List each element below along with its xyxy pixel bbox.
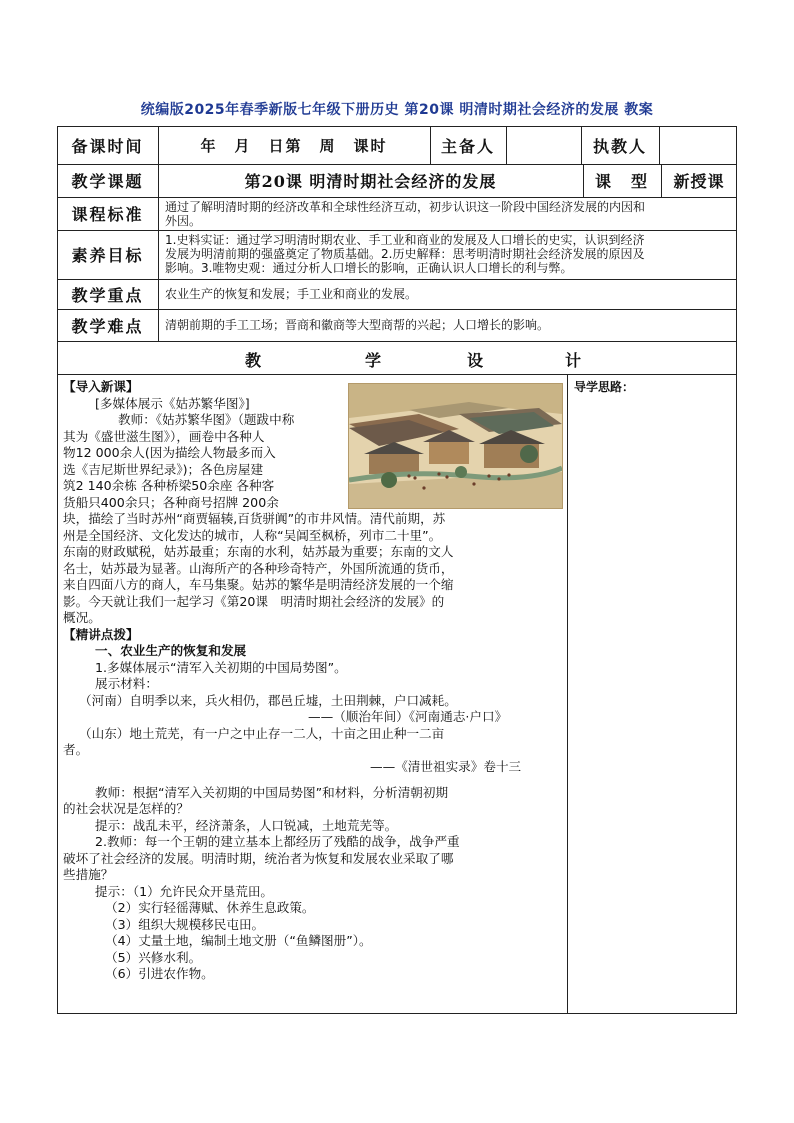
s1-line: ——《清世祖实录》卷十三 [370, 759, 522, 774]
standard-line: 通过了解明清时期的经济改革和全球性经济互动，初步认识这一阶段中国经济发展的内因和 [165, 200, 646, 214]
literacy-label: 素养目标 [71, 246, 144, 265]
literacy-line: 发展为明清前期的强盛奠定了物质基础。2.历史解释：思考明清时期社会经济发展的原因及 [165, 247, 645, 261]
design-char: 设 [467, 351, 486, 370]
s1-line: 的社会状况是怎样的？ [63, 801, 189, 816]
intro-heading: 【导入新课】 [63, 379, 139, 394]
date-line: 年 月 日第 周 课时 [200, 136, 388, 155]
difficult-points-value: 清朝前期的手工工场；晋商和徽商等大型商帮的兴起；人口增长的影响。 [165, 318, 550, 332]
guide-label: 导学思路： [574, 380, 635, 394]
intro-line: 名士，姑苏最为显著。山海所产的各种珍奇特产，外国所流通的货币， [63, 561, 454, 576]
teacher-label: 执教人 [592, 136, 647, 156]
s1-line: （3）组织大规模移民屯田。 [105, 917, 265, 932]
design-char: 计 [565, 351, 584, 370]
intro-line: 货船只400余只；各种商号招牌 200余 [63, 495, 279, 510]
type-label: 课 型 [594, 172, 649, 191]
s1-line: 提示：战乱未平，经济萧条，人口锐减，土地荒芜等。 [95, 818, 398, 833]
intro-line: 物12 000余人(因为描绘人物最多而入 [63, 445, 276, 460]
intro-line: 来自四面八方的商人，车马集聚。姑苏的繁华是明清经济发展的一个缩 [63, 577, 454, 592]
intro-line: 筑2 140余栋 各种桥梁50余座 各种客 [63, 478, 275, 493]
literacy-text [165, 233, 735, 275]
explain-heading: 【精讲点拨】 [63, 627, 139, 642]
s1-line: 展示材料： [95, 676, 158, 691]
topic-label: 教学课题 [71, 172, 144, 191]
difficult-points-label: 教学难点 [71, 316, 144, 336]
type-value: 新授课 [673, 172, 725, 191]
column-divider [567, 374, 568, 1014]
teacher-value[interactable] [659, 126, 737, 164]
prep-time-label: 备课时间 [71, 136, 144, 156]
standard-line: 外因。 [165, 214, 202, 228]
design-char: 学 [365, 351, 384, 370]
intro-line: 教师：《姑苏繁华图》（题跋中称 [118, 412, 295, 427]
gusu-prosperity-painting [348, 383, 563, 509]
row-divider [57, 230, 737, 231]
literacy-line: 影响。3.唯物史观：通过分析人口增长的影响，正确认识人口增长的利与弊。 [165, 261, 573, 275]
intro-line: 其为《盛世滋生图》），画卷中各种人 [63, 429, 265, 444]
s1-line: （山东）地土荒芜，有一户之中止存一二人，十亩之田止种一二亩 [79, 726, 445, 741]
preparer-value[interactable] [506, 126, 581, 164]
intro-line: [多媒体展示《姑苏繁华图》] [95, 396, 250, 411]
s1-line: 2.教师：每一个王朝的建立基本上都经历了残酷的战争，战争严重 [95, 834, 460, 849]
key-points-value: 农业生产的恢复和发展；手工业和商业的发展。 [165, 287, 418, 301]
standard-text [165, 200, 735, 228]
preparer-label: 主备人 [440, 136, 495, 156]
literacy-line: 1.史料实证：通过学习明清时期农业、手工业和商业的发展及人口增长的史实，认识到经济 [165, 233, 645, 247]
s1-line: 些措施？ [63, 867, 114, 882]
s1-line: 破坏了社会经济的发展。明清时期，统治者为恢复和发展农业采取了哪 [63, 851, 454, 866]
s1-line: （5）兴修水利。 [105, 950, 202, 965]
standard-label: 课程标准 [71, 205, 144, 224]
s1-line: 者。 [63, 742, 89, 757]
intro-line: 概况。 [63, 610, 101, 625]
design-char: 教 [245, 351, 264, 370]
key-points-label: 教学重点 [71, 285, 144, 305]
intro-line: 东南的财政赋税，姑苏最重；东南的水利，姑苏最为重要；东南的文人 [63, 544, 454, 559]
row-divider [57, 309, 737, 310]
design-heading [57, 341, 737, 374]
s1-line: （4）丈量土地，编制土地文册（“鱼鳞图册”）。 [105, 933, 372, 948]
row-divider [57, 374, 737, 375]
s1-line: （河南）自明季以来，兵火相仍，郡邑丘墟，土田荆棘，户口减耗。 [79, 693, 457, 708]
section1-title: 一、农业生产的恢复和发展 [95, 643, 247, 658]
document-title: 统编版2025年春季新版七年级下册历史 第20课 明清时期社会经济的发展 教案 [140, 102, 654, 118]
intro-line: 选《吉尼斯世界纪录》)；各色房屋建 [63, 462, 264, 477]
s1-line: 教师：根据“清军入关初期的中国局势图”和材料，分析清朝初期 [95, 785, 449, 800]
row-divider [57, 279, 737, 280]
intro-line: 州是全国经济、文化发达的城市，人称“吴阊至枫桥，列市二十里”。 [63, 528, 442, 543]
topic-value: 第20课 明清时期社会经济的发展 [244, 172, 497, 191]
s1-line: （2）实行轻徭薄赋、休养生息政策。 [105, 900, 315, 915]
intro-line: 影。今天就让我们一起学习《第20课 明清时期社会经济的发展》的 [63, 594, 445, 609]
s1-line: ——（顺治年间）《河南通志·户口》 [308, 709, 508, 724]
row-divider [57, 197, 737, 198]
s1-line: 提示：（1）允许民众开垦荒田。 [95, 884, 274, 899]
intro-line: 块，描绘了当时苏州“商贾辐辏,百货骈阗”的市井风情。清代前期，苏 [63, 511, 446, 526]
s1-line: 1.多媒体展示“清军入关初期的中国局势图”。 [95, 660, 347, 675]
s1-line: （6）引进农作物。 [105, 966, 214, 981]
